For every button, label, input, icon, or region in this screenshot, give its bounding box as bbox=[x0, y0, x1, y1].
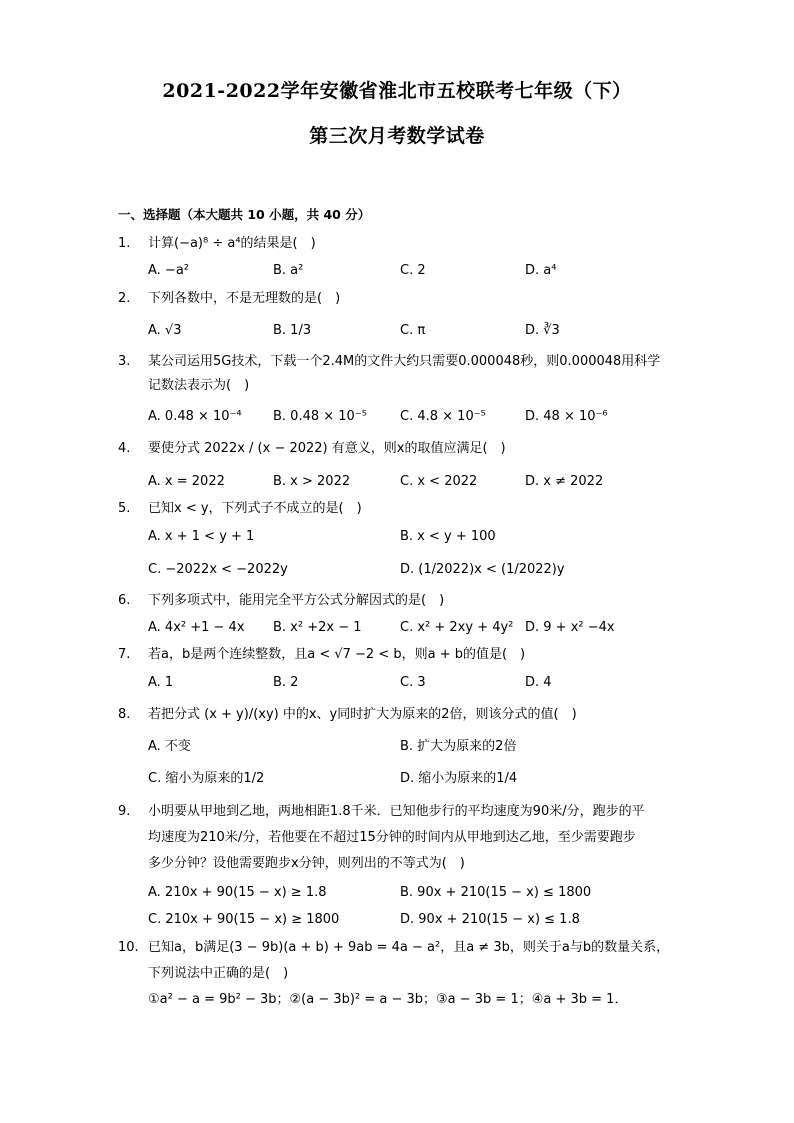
option-b: B. 2 bbox=[273, 675, 299, 690]
option-c: C. 210x + 90(15 − x) ≥ 1800 bbox=[148, 912, 340, 927]
option-a: A. 4x² +1 − 4x bbox=[148, 620, 245, 635]
option-b: B. 扩大为原来的2倍 bbox=[400, 739, 517, 754]
option-c: C. 3 bbox=[400, 675, 426, 690]
option-a: A. 1 bbox=[148, 675, 174, 690]
question-number: 6. bbox=[118, 593, 131, 608]
question-text: 多少分钟？设他需要跑步x分钟，则列出的不等式为( ) bbox=[148, 856, 465, 871]
question-number: 3. bbox=[118, 354, 131, 369]
question-text: 下列多项式中，能用完全平方公式分解因式的是( ) bbox=[148, 593, 445, 608]
question-number: 7. bbox=[118, 647, 131, 662]
option-b: B. 1/3 bbox=[273, 323, 312, 338]
exam-title-line2: 第三次月考数学试卷 bbox=[309, 125, 485, 147]
option-b: B. x < y + 100 bbox=[400, 529, 496, 544]
option-a: A. −a² bbox=[148, 263, 189, 278]
question-number: 2. bbox=[118, 291, 131, 306]
exam-title-line1: 2021-2022学年安徽省淮北市五校联考七年级（下） bbox=[162, 80, 632, 102]
question-text: 均速度为210米/分，若他要在不超过15分钟的时间内从甲地到达乙地，至少需要跑步 bbox=[148, 830, 636, 845]
option-d: D. (1/2022)x < (1/2022)y bbox=[400, 562, 565, 577]
option-c: C. x² + 2xy + 4y² bbox=[400, 620, 514, 635]
option-d: D. 48 × 10⁻⁶ bbox=[525, 409, 608, 424]
question-text: 小明要从甲地到乙地，两地相距1.8千米．已知他步行的平均速度为90米/分，跑步的平 bbox=[148, 804, 645, 819]
option-d: D. x ≠ 2022 bbox=[525, 474, 604, 489]
question-number: 1. bbox=[118, 236, 131, 251]
question-text: 已知a，b满足(3 − 9b)(a + b) + 9ab = 4a − a²，且a ≠ 3b，则关于a与b的数量关系， bbox=[148, 940, 670, 955]
question-text: 已知x < y，下列式子不成立的是( ) bbox=[148, 501, 362, 516]
question-text: 记数法表示为( ) bbox=[148, 378, 250, 393]
option-d: D. ∛3 bbox=[525, 323, 560, 338]
question-text: 若把分式 (x + y)/(xy) 中的x、y同时扩大为原来的2倍，则该分式的值( ) bbox=[148, 707, 577, 722]
option-b: B. x > 2022 bbox=[273, 474, 351, 489]
option-b: B. x² +2x − 1 bbox=[273, 620, 362, 635]
question-number: 4. bbox=[118, 441, 131, 456]
question-text: 下列说法中正确的是( ) bbox=[148, 966, 289, 981]
option-c: C. −2022x < −2022y bbox=[148, 562, 288, 577]
section-heading: 一、选择题（本大题共 10 小题，共 40 分） bbox=[118, 207, 371, 222]
option-d: D. 90x + 210(15 − x) ≤ 1.8 bbox=[400, 912, 580, 927]
option-d: D. 缩小为原来的1/4 bbox=[400, 771, 518, 786]
option-c: C. 4.8 × 10⁻⁵ bbox=[400, 409, 486, 424]
question-statements: ①a² − a = 9b² − 3b；②(a − 3b)² = a − 3b；③a − 3b = 1；④a + 3b = 1． bbox=[148, 992, 628, 1007]
option-d: D. 9 + x² −4x bbox=[525, 620, 615, 635]
option-c: C. x < 2022 bbox=[400, 474, 478, 489]
question-number: 5. bbox=[118, 501, 131, 516]
option-a: A. 0.48 × 10⁻⁴ bbox=[148, 409, 242, 424]
option-b: B. 90x + 210(15 − x) ≤ 1800 bbox=[400, 885, 592, 900]
question-text: 某公司运用5G技术，下载一个2.4M的文件大约只需要0.000048秒，则0.000048用科学 bbox=[148, 354, 661, 369]
question-text: 下列各数中，不是无理数的是( ) bbox=[148, 291, 341, 306]
option-a: A. 210x + 90(15 − x) ≥ 1.8 bbox=[148, 885, 327, 900]
option-b: B. 0.48 × 10⁻⁵ bbox=[273, 409, 367, 424]
question-text: 计算(−a)⁸ ÷ a⁴的结果是( ) bbox=[148, 236, 316, 251]
question-number: 10. bbox=[118, 940, 139, 955]
option-d: D. a⁴ bbox=[525, 263, 557, 278]
question-text: 若a，b是两个连续整数，且a < √7 −2 < b，则a + b的值是( ) bbox=[148, 647, 526, 662]
question-number: 9. bbox=[118, 804, 131, 819]
option-d: D. 4 bbox=[525, 675, 552, 690]
option-c: C. 缩小为原来的1/2 bbox=[148, 771, 265, 786]
question-text: 要使分式 2022x / (x − 2022) 有意义，则x的取值应满足( ) bbox=[148, 441, 506, 456]
option-a: A. √3 bbox=[148, 323, 182, 338]
option-c: C. π bbox=[400, 323, 426, 338]
question-number: 8. bbox=[118, 707, 131, 722]
option-a: A. 不变 bbox=[148, 739, 191, 754]
option-a: A. x + 1 < y + 1 bbox=[148, 529, 255, 544]
option-b: B. a² bbox=[273, 263, 304, 278]
option-a: A. x = 2022 bbox=[148, 474, 225, 489]
option-c: C. 2 bbox=[400, 263, 426, 278]
